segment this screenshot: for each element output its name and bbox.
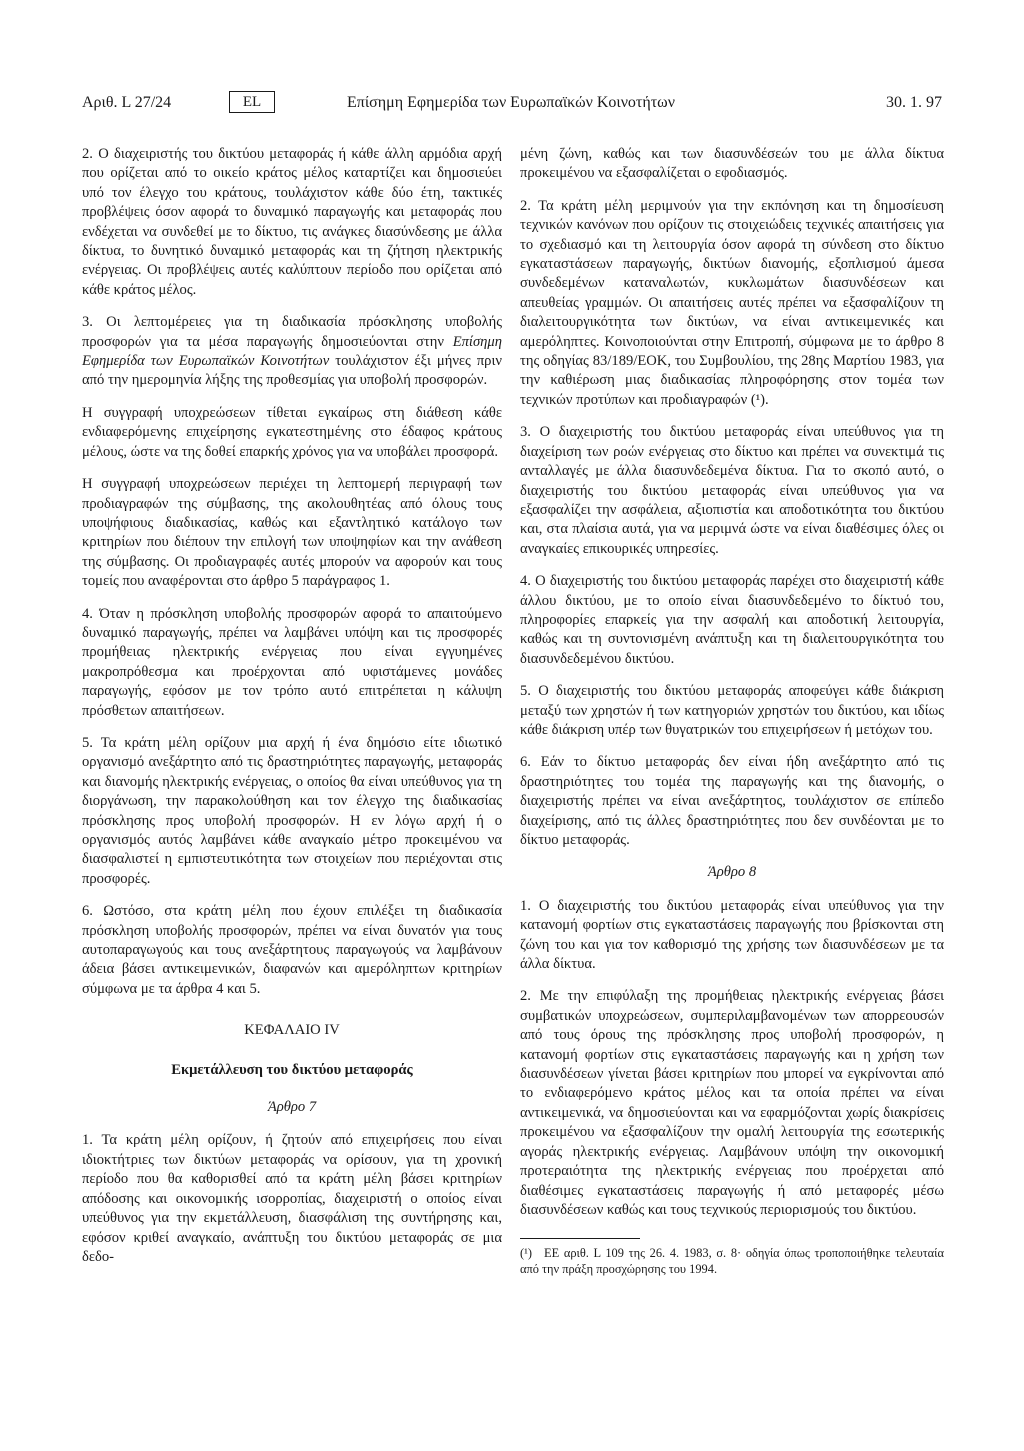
issue-date: 30. 1. 97 (886, 94, 942, 111)
journal-title: Επίσημη Εφημερίδα των Ευρωπαϊκών Κοινοτήτων (347, 94, 675, 111)
footnote-text: ΕΕ αριθ. L 109 της 26. 4. 1983, σ. 8· οδηγία όπως τροποποιήθηκε τελευταία από την πράξη προσχώρησης του 1994. (520, 1246, 944, 1277)
paragraph: 1. Ο διαχειριστής του δικτύου μεταφοράς είναι υπεύθυνος για την κατανομή φορτίων στις εγκαταστάσεις παραγωγής που βρίσκονται στη ζώνη του και για τον καθορισμό της χρήσης των διασυνδέσεων με τα άλλα δίκτυα. (520, 897, 944, 973)
page-header (82, 93, 942, 115)
paragraph: 6. Ωστόσο, στα κράτη μέλη που έχουν επιλέξει τη διαδικασία πρόσκληση υποβολής προσφορών, πρέπει να είναι δυνατόν για τους αυτοπαραγωγούς και τους ανεξάρτητους παραγωγούς να λαμβάνουν άδεια βάσει αντικειμενικών, διαφανών και αμερόληπτων κριτηρίων σύμφωνα με τα άρθρα 4 και 5. (82, 903, 502, 997)
paragraph: 2. Με την επιφύλαξη της προμήθειας ηλεκτρικής ενέργειας βάσει συμβατικών υποχρεώσεων, συμπεριλαμβανομένων των απορρεουσών από τους όρους της πρόσκλησης προς υποβολή προσφορών, η κατανομή φορτίων στις εγκαταστάσεις παραγωγής και η χρήση των διασυνδέσεων γίνεται βάσει κριτηρίων που μπορεί να εγκρίνονται από το ενδιαφερόμενο κράτος μέλος και τα οποία πρέπει να είναι αντικειμενικά, να δημοσιεύονται και να εφαρμόζονται χωρίς διακρίσεις προκειμένου να εξασφαλίζουν την ομαλή λειτουργία της εσωτερικής αγοράς ηλεκτρικής ενέργειας. Λαμβάνουν υπόψη την οικονομική προτεραιότητα της ηλεκτρικής ενέργειας που προέρχεται από διαθέσιμες εγκαταστάσεις παραγωγής ή από μεταφορές μέσω διασυνδέσεων καθώς και τους τεχνικούς περιορισμούς του δικτύου. (520, 988, 944, 1218)
chapter-heading: ΚΕΦΑΛΑΙΟ IV (244, 1022, 340, 1039)
issue-reference: Αριθ. L 27/24 (82, 94, 172, 111)
paragraph: 4. Όταν η πρόσκληση υποβολής προσφορών αφορά το απαιτούμενο δυναμικό παραγωγής, πρέπει να λαμβάνει υπόψη και τις προσφορές προμήθειας ηλεκτρικής ενέργειας που είναι εγγυημένες μακροπρόθεσμα και προέρχονται από υφιστάμενες μονάδες παραγωγής, εφόσον με τον τρόπο αυτό επιτρέπεται η κάλυψη πρόσθετων απαιτήσεων. (82, 605, 502, 719)
paragraph: 4. Ο διαχειριστής του δικτύου μεταφοράς παρέχει στο διαχειριστή κάθε άλλου δικτύου, με το οποίο είναι διασυνδεδεμένο το δίκτυό του, πληροφορίες επαρκείς για την ασφαλή και αποδοτική λειτουργία, καθώς και τη συντονισμένη ανάπτυξη και τη διαλειτουργικότητα του διασυνδεδεμένου δικτύου. (520, 573, 944, 667)
paragraph: 3. Οι λεπτομέρειες για τη διαδικασία πρόσκλησης υποβολής προσφορών για τα μέσα παραγωγής δημοσιεύονται στην Επίσημη Εφημερίδα των Ευρωπαϊκών Κοινοτήτων τουλάχιστον έξι μήνες πριν από την ημερομηνία λήξης της προθεσμίας για υποβολή προσφορών. (82, 314, 502, 389)
article-heading: Άρθρο 8 (707, 864, 757, 881)
language-badge: EL (229, 91, 275, 113)
footnote-reference: (¹). (750, 391, 769, 408)
paragraph: 5. Ο διαχειριστής του δικτύου μεταφοράς αποφεύγει κάθε διάκριση μεταξύ των χρηστών ή των κατηγοριών χρηστών του δικτύου, και ιδίως κάθε διάκριση υπέρ των θυγατρικών του επιχειρήσεων ή μετόχων του. (520, 683, 944, 738)
paragraph: Η συγγραφή υποχρεώσεων περιέχει τη λεπτομερή περιγραφή των προδιαγραφών της σύμβασης, της ακολουθητέας από όλους τους υποψήφιους διαδικασίας, καθώς και εξαντλητικό κατάλογο των κριτηρίων που διέπουν την επιλογή των υποψηφίων και την ανάθεση της σύμβασης. Οι προδιαγραφές αυτές μπορούν να αφορούν και τους τομείς που αναφέρονται στο άρθρο 5 παράγραφος 1. (82, 476, 502, 590)
article-heading: Άρθρο 7 (267, 1099, 317, 1116)
left-column (82, 145, 502, 1280)
paragraph: 6. Εάν το δίκτυο μεταφοράς δεν είναι ήδη ανεξάρτητο από τις δραστηριότητες του τομέα της παραγωγής και της διανομής, ο διαχειριστής πρέπει να είναι ανεξάρτητος, τουλάχιστον σε επίπεδο διαχείρισης, από τις άλλες δραστηριότητες που δεν συνδέονται με το δίκτυο μεταφοράς. (520, 754, 944, 848)
paragraph: 1. Τα κράτη μέλη ορίζουν, ή ζητούν από επιχειρήσεις που είναι ιδιοκτήτριες των δικτύων μεταφοράς να ορίσουν, για τη χρονική περίοδο που θα καθορισθεί από τα κράτη μέλη βάσει κριτηρίων απόδοσης και οικονομικής ισορροπίας, διαχειριστή ο οποίος είναι υπεύθυνος για την εκμετάλλευση, διασφάλιση της συντήρησης και, εφόσον κριθεί αναγκαίο, ανάπτυξη του δικτύου μεταφοράς σε μια δεδο- (82, 1132, 502, 1265)
footnote (520, 1245, 944, 1277)
journal-name: Επίσημη Εφημερίδα των Ευρωπαϊκών Κοινοτήτων (82, 333, 502, 370)
right-column (520, 145, 944, 1277)
paragraph: 5. Τα κράτη μέλη ορίζουν μια αρχή ή ένα δημόσιο είτε ιδιωτικό οργανισμό ανεξάρτητο από τις δραστηριότητες παραγωγής, μεταφοράς και διανομής ηλεκτρικής ενέργειας, ο οποίος θα είναι υπεύθυνος για τη διοργάνωση, την παρακολούθηση και τον έλεγχο της διαδικασίας πρόσκλησης προς υποβολή προσφορών. Η εν λόγω αρχή ή ο οργανισμός αυτός λαμβάνει κάθε αναγκαίο μέτρο προκειμένου να διασφαλιστεί η εμπιστευτικότητα των στοιχείων που περιέχονται στις προσφορές. (82, 734, 502, 887)
footnote-mark: (¹) (520, 1246, 532, 1261)
paragraph: Η συγγραφή υποχρεώσεων τίθεται εγκαίρως στη διάθεση κάθε ενδιαφερόμενης επιχείρησης εγκατεστημένης στο έδαφος κράτους μέλους, ώστε να της δοθεί επαρκής χρόνος για να υποβάλει προσφορά. (82, 404, 502, 460)
paragraph: 2. Τα κράτη μέλη μεριμνούν για την εκπόνηση και τη δημοσίευση τεχνικών κανόνων που ορίζουν τις στοιχειώδεις τεχνικές απαιτήσεις για το σχεδιασμό και τη λειτουργία όσον αφορά τη σύνδεση στο δίκτυο εγκαταστάσεων παραγωγής, δικτύων διανομής, εξοπλισμού άμεσα συνδεδεμένων καταναλωτών, κυκλωμάτων διασυνδέσεων και απευθείας γραμμών. Οι απαιτήσεις αυτές πρέπει να εξασφαλίζουν τη διαλειτουργικότητα των δικτύων, να είναι αντικειμενικές και αμερόληπτες. Κοινοποιούνται στην Επιτροπή, σύμφωνα με το άρθρο 8 της οδηγίας 83/189/ΕΟΚ, του Συμβουλίου, της 28ης Μαρτίου 1983, για την καθιέρωση μιας διαδικασίας πληροφόρησης στον τομέα των τεχνικών προτύπων και προδιαγραφών (¹). (520, 197, 944, 408)
paragraph: 3. Ο διαχειριστής του δικτύου μεταφοράς είναι υπεύθυνος για τη διαχείριση των ροών ενέργειας στο δίκτυο και πρέπει να συνεκτιμά τις ανταλλαγές με άλλα διασυνδεδεμένα δίκτυα. Για το σκοπό αυτό, ο διαχειριστής του δικτύου μεταφοράς είναι υπεύθυνος για να εξασφαλίζει την ασφάλεια, αξιοπιστία και αποδοτικότητα του δικτύου και, στα πλαίσια αυτά, για να μεριμνά ώστε να είναι διαθέσιμες όλες οι αναγκαίες επικουρικές υπηρεσίες. (520, 424, 944, 557)
chapter-title: Εκμετάλλευση του δικτύου μεταφοράς (171, 1061, 413, 1078)
paragraph: 2. Ο διαχειριστής του δικτύου μεταφοράς ή κάθε άλλη αρμόδια αρχή που ορίζεται από το οικείο κράτος μέλος καταρτίζει και δημοσιεύει υπό τον έλεγχο του κράτους, τουλάχιστον κάθε δύο έτη, τακτικές προβλέψεις όσον αφορά το δυναμικό παραγωγής και μεταφοράς που ενδέχεται να συνδεθεί με το δίκτυο, τις ανάγκες διασύνδεσης με άλλα δίκτυα, το δυνητικό δυναμικό μεταφοράς και τη ζήτηση ηλεκτρικής ενέργειας. Οι προβλέψεις αυτές καλύπτουν περίοδο που ορίζεται από κάθε κράτος μέλος. (82, 146, 502, 298)
footnote-divider (520, 1238, 640, 1239)
paragraph: μένη ζώνη, καθώς και των διασυνδέσεών του με άλλα δίκτυα προκειμένου να εξασφαλίζεται ο εφοδιασμός. (520, 146, 944, 182)
